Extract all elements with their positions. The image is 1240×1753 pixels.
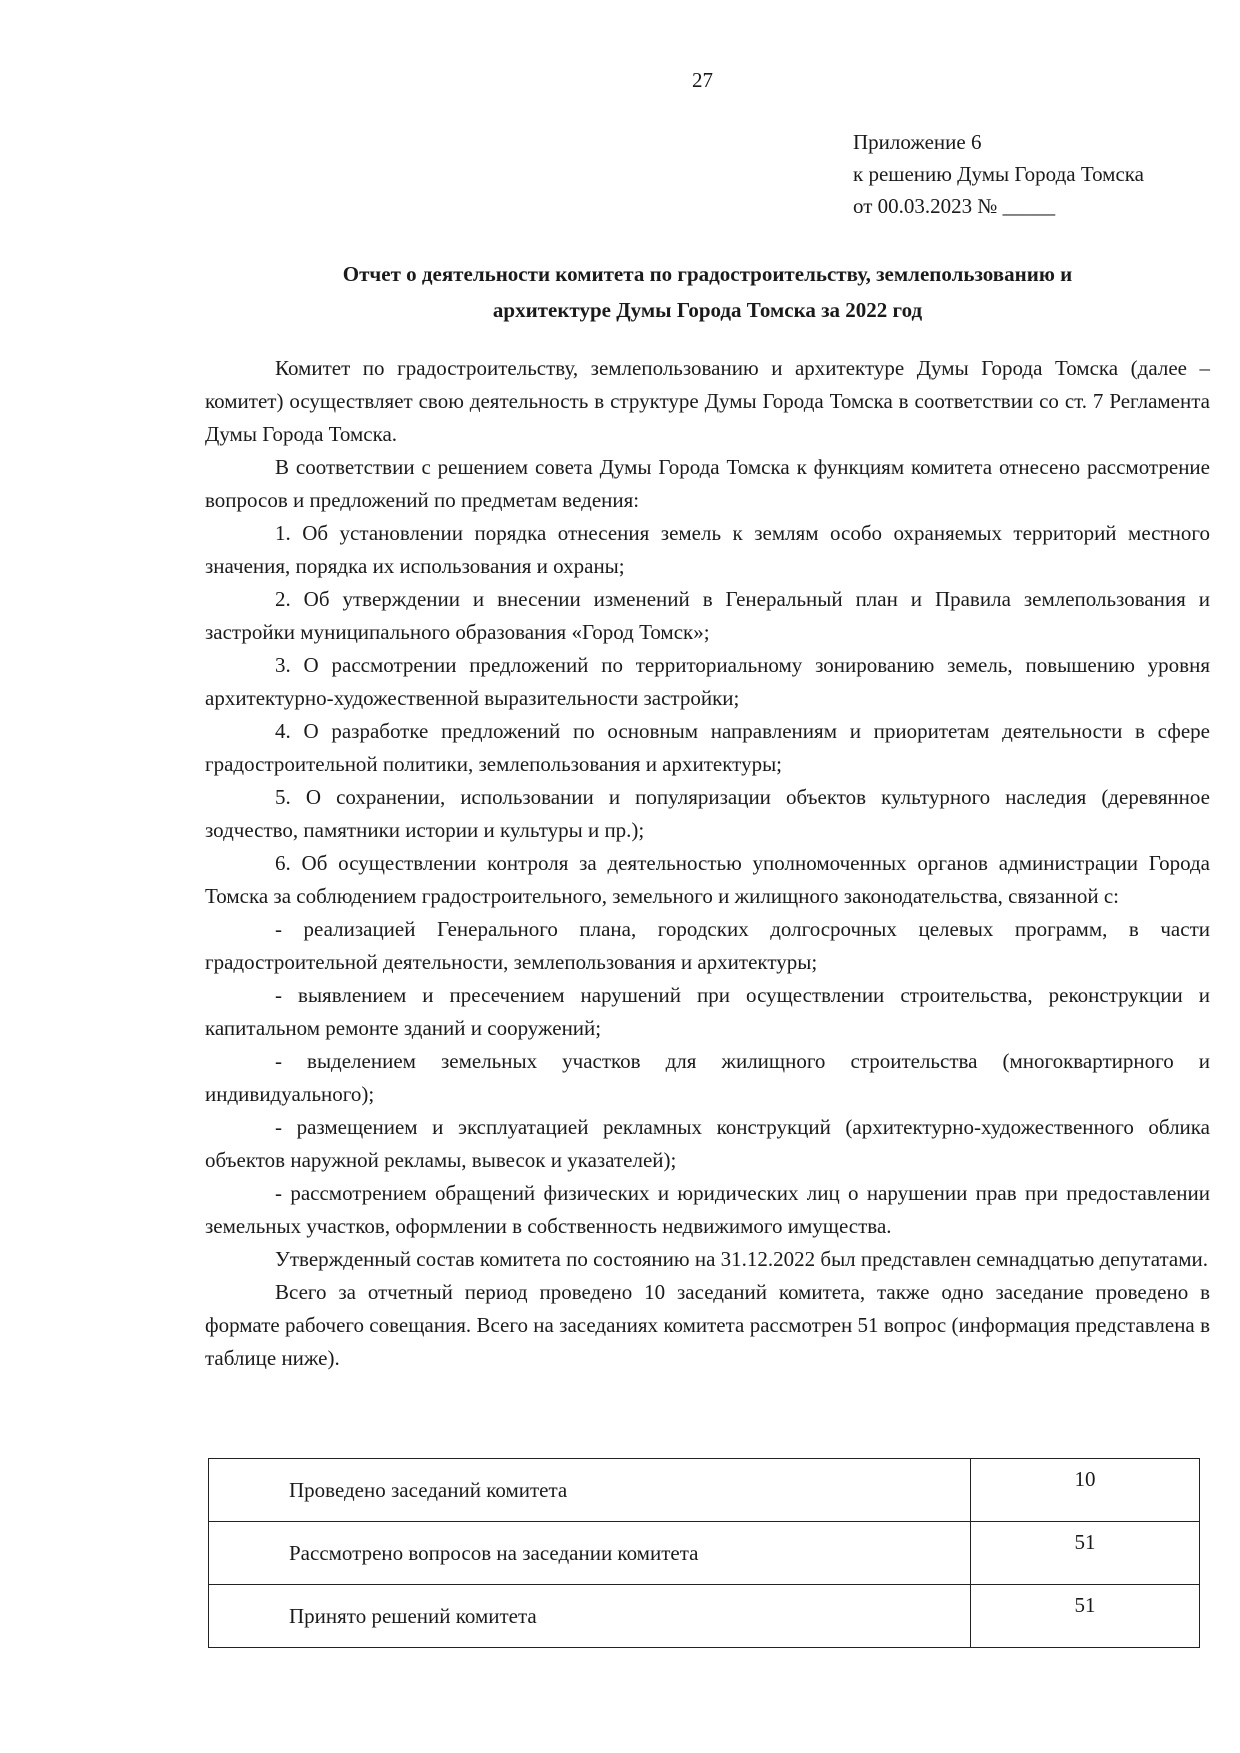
appendix-note: [853, 126, 1144, 222]
row-label: Рассмотрено вопросов на заседании комитета: [209, 1522, 971, 1585]
title-line: Отчет о деятельности комитета по градостроительству, землепользованию и: [342, 262, 1073, 286]
appendix-line: от 00.03.2023 № _____: [853, 194, 1056, 218]
paragraph: В соответствии с решением совета Думы Города Томска к функциям комитета отнесено рассмотрение вопросов и предложений по предметам ведения:: [205, 455, 1210, 512]
paragraph: - рассмотрением обращений физических и юридических лиц о нарушении прав при предоставлении земельных участков, оформлении в собственность недвижимого имущества.: [205, 1181, 1210, 1238]
row-value: 51: [971, 1522, 1200, 1585]
paragraph: 2. Об утверждении и внесении изменений в Генеральный план и Правила землепользования и застройки муниципального образования «Город Томск»;: [205, 587, 1210, 644]
row-value: 10: [971, 1459, 1200, 1522]
document-body: [205, 352, 1210, 1375]
paragraph: 3. О рассмотрении предложений по территориальному зонированию земель, повышению уровня архитектурно-художественной выразительности застройки;: [205, 653, 1210, 710]
page-number: 27: [692, 68, 713, 92]
row-label: Принято решений комитета: [209, 1585, 971, 1648]
table-row: [209, 1585, 1200, 1648]
row-value: 51: [971, 1585, 1200, 1648]
paragraph: Комитет по градостроительству, землепользованию и архитектуре Думы Города Томска (далее – комитет) осуществляет свою деятельность в структуре Думы Города Томска в соответствии со ст. 7 Регламента Думы Города Томска.: [205, 356, 1210, 446]
paragraph: - выделением земельных участков для жилищного строительства (многоквартирного и индивидуального);: [205, 1049, 1210, 1106]
paragraph: - выявлением и пресечением нарушений при осуществлении строительства, реконструкции и капитальном ремонте зданий и сооружений;: [205, 983, 1210, 1040]
appendix-line: Приложение 6: [853, 130, 982, 154]
appendix-line: к решению Думы Города Томска: [853, 162, 1144, 186]
document-title: [205, 256, 1210, 328]
table-row: [209, 1522, 1200, 1585]
paragraph: 5. О сохранении, использовании и популяризации объектов культурного наследия (деревянное зодчество, памятники истории и культуры и пр.);: [205, 785, 1210, 842]
paragraph: 1. Об установлении порядка отнесения земель к землям особо охраняемых территорий местного значения, порядка их использования и охраны;: [205, 521, 1210, 578]
statistics-table: [208, 1458, 1200, 1648]
paragraph: - размещением и эксплуатацией рекламных конструкций (архитектурно-художественного облика объектов наружной рекламы, вывесок и указателей);: [205, 1115, 1210, 1172]
paragraph: 4. О разработке предложений по основным направлениям и приоритетам деятельности в сфере градостроительной политики, землепользования и архитектуры;: [205, 719, 1210, 776]
row-label: Проведено заседаний комитета: [209, 1459, 971, 1522]
paragraph: - реализацией Генерального плана, городских долгосрочных целевых программ, в части градостроительной деятельности, землепользования и архитектуры;: [205, 917, 1210, 974]
title-line: архитектуре Думы Города Томска за 2022 год: [492, 298, 923, 322]
paragraph: Утвержденный состав комитета по состоянию на 31.12.2022 был представлен семнадцатью депутатами.: [275, 1247, 1209, 1271]
table-row: [209, 1459, 1200, 1522]
paragraph: Всего за отчетный период проведено 10 заседаний комитета, также одно заседание проведено в формате рабочего совещания. Всего на заседаниях комитета рассмотрен 51 вопрос (информация представлена в таблице ниже).: [205, 1280, 1210, 1370]
paragraph: 6. Об осуществлении контроля за деятельностью уполномоченных органов администрации Города Томска за соблюдением градостроительного, земельного и жилищного законодательства, связанной с:: [205, 851, 1210, 908]
